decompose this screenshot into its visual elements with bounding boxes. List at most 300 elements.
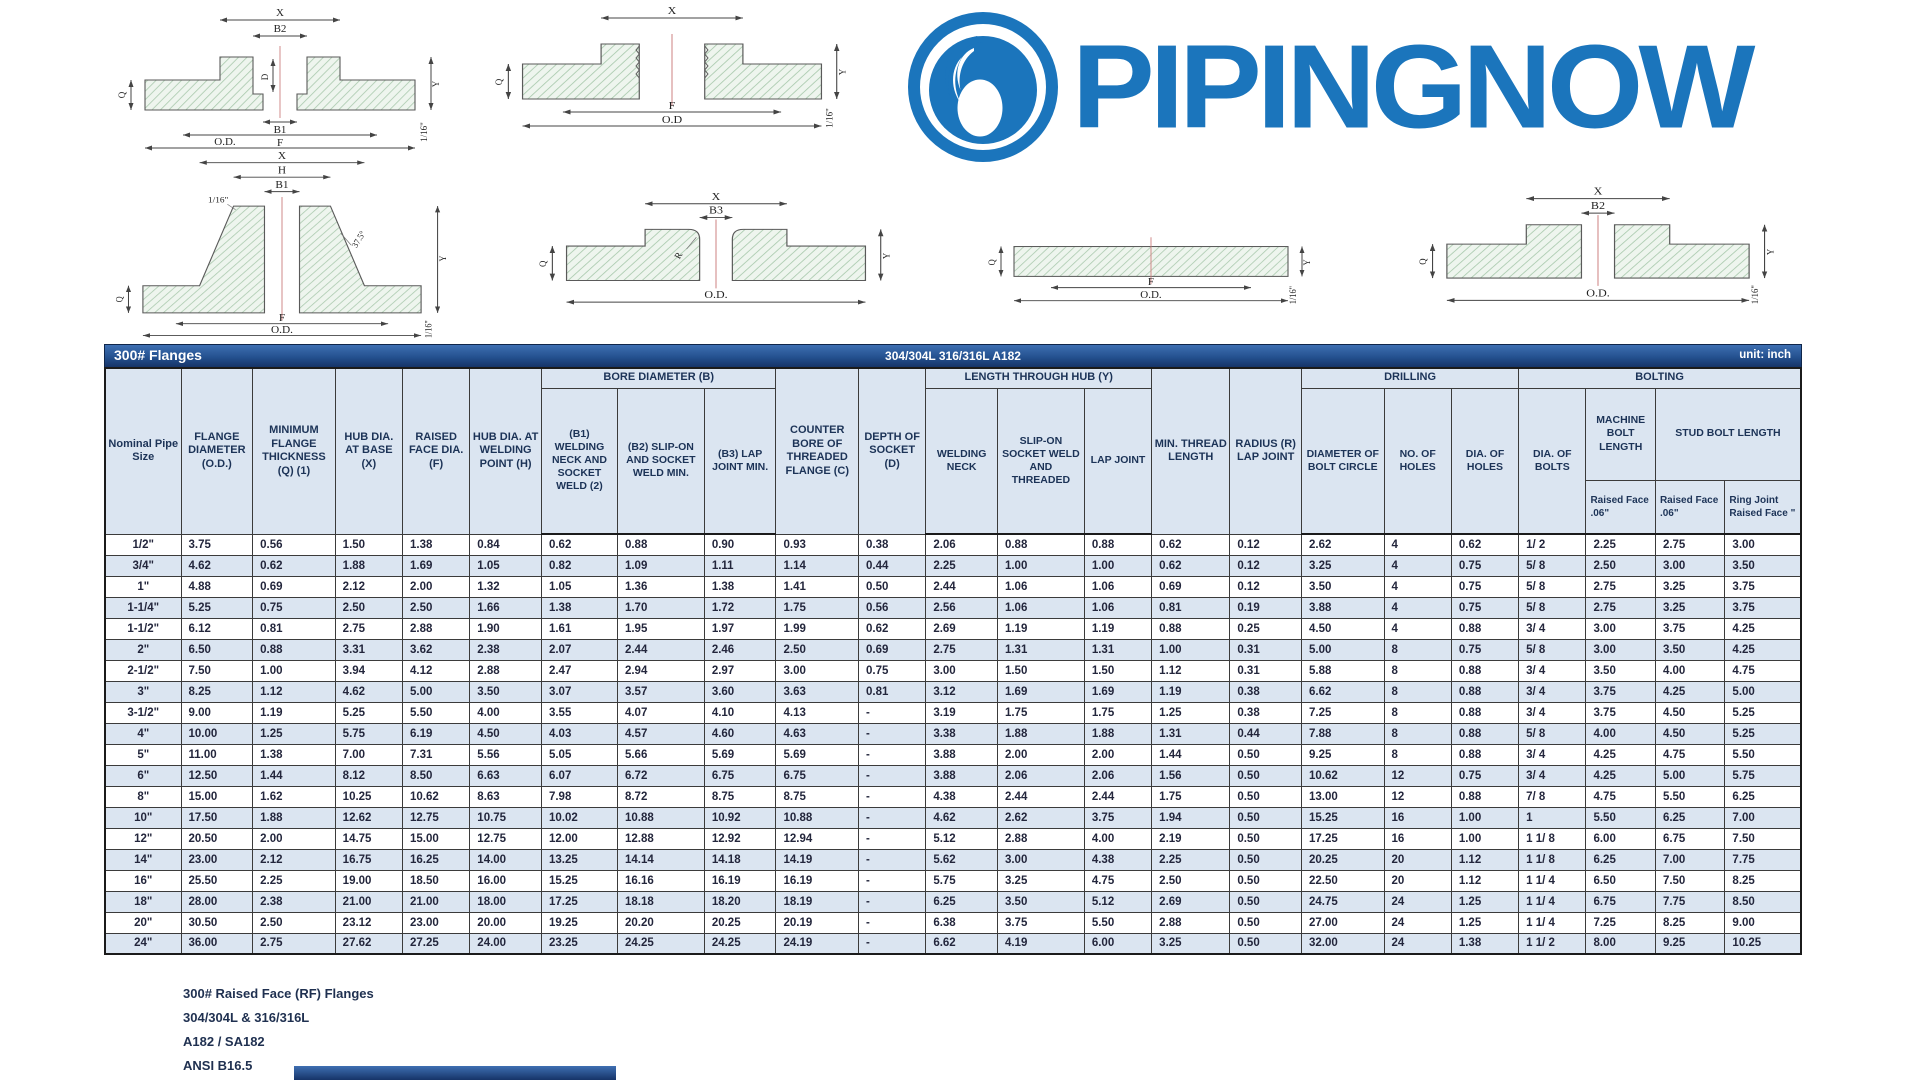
cell-value: 1.06 — [1084, 597, 1151, 618]
cell-value: 5.66 — [617, 744, 704, 765]
cell-value: 0.88 — [1451, 723, 1518, 744]
cell-value: 6.25 — [1655, 807, 1724, 828]
cell-value: 6.38 — [926, 912, 998, 933]
cell-value: 5/ 8 — [1519, 723, 1586, 744]
cell-value: 4.60 — [704, 723, 776, 744]
cell-value: 24 — [1384, 933, 1451, 954]
cell-value: 1.69 — [1084, 681, 1151, 702]
cell-value: 6.25 — [1586, 849, 1655, 870]
cell-value: 1.25 — [253, 723, 336, 744]
cell-value: 12.92 — [704, 828, 776, 849]
cell-value: 1.50 — [997, 660, 1084, 681]
cell-value: 2.50 — [253, 912, 336, 933]
cell-value: 17.50 — [181, 807, 253, 828]
cell-value: 24.25 — [617, 933, 704, 954]
cell-value: 4.75 — [1725, 660, 1801, 681]
col-header-bolt-circle: DIAMETER OF BOLT CIRCLE — [1302, 388, 1385, 534]
dim-label: F — [276, 137, 284, 149]
cell-value: 4.25 — [1725, 618, 1801, 639]
cell-value: 0.93 — [776, 534, 859, 555]
cell-value: - — [859, 723, 926, 744]
cell-value: 5.62 — [926, 849, 998, 870]
cell-value: 12 — [1384, 786, 1451, 807]
table-row — [105, 534, 1801, 555]
cell-value: 20.00 — [470, 912, 542, 933]
pipingnow-logo — [908, 12, 1750, 162]
cell-value: 16.00 — [470, 870, 542, 891]
cell-value: 3.12 — [926, 681, 998, 702]
cell-value: 24.75 — [1302, 891, 1385, 912]
cell-value: 3.25 — [1655, 576, 1724, 597]
col-header-slip-on: SLIP-ON SOCKET WELD AND THREADED — [997, 388, 1084, 534]
cell-value: 6.50 — [181, 639, 253, 660]
cell-value: 8.75 — [776, 786, 859, 807]
cell-value: 0.62 — [541, 534, 617, 555]
col-header-stud-bolt-length: STUD BOLT LENGTH — [1655, 388, 1801, 480]
cell-value: 14.75 — [335, 828, 402, 849]
cell-value: 9.25 — [1302, 744, 1385, 765]
cell-value: 2.50 — [1586, 555, 1655, 576]
cell-value: 1.14 — [776, 555, 859, 576]
dim-label: Q — [494, 78, 505, 86]
cell-value: 3.88 — [926, 744, 998, 765]
table-row — [105, 660, 1801, 681]
cell-value: 1.00 — [1451, 807, 1518, 828]
dim-label: F — [668, 100, 676, 112]
cell-value: 5.69 — [776, 744, 859, 765]
cell-value: 2.00 — [402, 576, 469, 597]
cell-value: 7.00 — [1725, 807, 1801, 828]
col-header-counter-bore: COUNTER BORE OF THREADED FLANGE (C) — [776, 368, 859, 534]
cell-value: 2.44 — [617, 639, 704, 660]
table-body — [105, 534, 1801, 954]
cell-value: 1.75 — [997, 702, 1084, 723]
col-header-dia-bolts: DIA. OF BOLTS — [1519, 388, 1586, 534]
cell-value: 14.19 — [776, 849, 859, 870]
cell-value: 10.88 — [617, 807, 704, 828]
cell-value: 16 — [1384, 807, 1451, 828]
cell-value: 0.50 — [1230, 765, 1302, 786]
cell-value: 1.44 — [1152, 744, 1230, 765]
cell-nominal-size: 5" — [105, 744, 181, 765]
cell-value: 24 — [1384, 891, 1451, 912]
cell-value: 4.62 — [926, 807, 998, 828]
table-row — [105, 555, 1801, 576]
cell-value: 2.19 — [1152, 828, 1230, 849]
cell-value: 5.56 — [470, 744, 542, 765]
cell-value: 0.88 — [1451, 660, 1518, 681]
cell-value: 1.25 — [1451, 912, 1518, 933]
drawing-lap-joint-flange — [536, 192, 896, 310]
cell-value: 0.31 — [1230, 660, 1302, 681]
cell-value: 7.75 — [1725, 849, 1801, 870]
cell-value: 32.00 — [1302, 933, 1385, 954]
cell-value: 15.00 — [181, 786, 253, 807]
cell-nominal-size: 20" — [105, 912, 181, 933]
cell-nominal-size: 2-1/2" — [105, 660, 181, 681]
col-header-hub-dia-welding: HUB DIA. AT WELDING POINT (H) — [470, 368, 542, 534]
cell-value: 4.19 — [997, 933, 1084, 954]
cell-value: 0.44 — [859, 555, 926, 576]
cell-value: 2.00 — [253, 828, 336, 849]
cell-value: 6.19 — [402, 723, 469, 744]
cell-value: - — [859, 870, 926, 891]
cell-value: 3.88 — [1302, 597, 1385, 618]
cell-value: 2.50 — [402, 597, 469, 618]
cell-value: 3/ 4 — [1519, 765, 1586, 786]
cell-value: 8 — [1384, 702, 1451, 723]
cell-value: 2.00 — [1084, 744, 1151, 765]
cell-value: 1.12 — [253, 681, 336, 702]
cell-value: 1.31 — [1084, 639, 1151, 660]
cell-value: 1 1/ 2 — [1519, 933, 1586, 954]
cell-value: 1.50 — [335, 534, 402, 555]
cell-value: 4 — [1384, 534, 1451, 555]
cell-value: 1.31 — [997, 639, 1084, 660]
group-header-bolting: BOLTING — [1519, 368, 1801, 388]
footer-line-flange-type: 300# Raised Face (RF) Flanges — [183, 986, 374, 1001]
cell-value: 7.50 — [1655, 870, 1724, 891]
cell-value: 0.50 — [1230, 912, 1302, 933]
dim-label: X — [276, 7, 284, 19]
cell-value: 20.19 — [776, 912, 859, 933]
dim-label: O.D. — [1586, 288, 1610, 300]
cell-value: 1.99 — [776, 618, 859, 639]
cell-value: 14.00 — [470, 849, 542, 870]
dim-label: 37.5° — [349, 229, 368, 250]
cell-value: 1.88 — [335, 555, 402, 576]
cell-value: 0.88 — [1084, 534, 1151, 555]
cell-value: 2.07 — [541, 639, 617, 660]
cell-value: 1.72 — [704, 597, 776, 618]
drawing-slip-on-flange — [1416, 186, 1780, 312]
table-row — [105, 576, 1801, 597]
cell-value: 4.75 — [1084, 870, 1151, 891]
cell-value: 10.75 — [470, 807, 542, 828]
table-row — [105, 870, 1801, 891]
cell-value: 1.19 — [1152, 681, 1230, 702]
cell-value: 5.75 — [1725, 765, 1801, 786]
cell-value: 5.50 — [402, 702, 469, 723]
cell-value: 4.00 — [470, 702, 542, 723]
cell-value: 5.00 — [402, 681, 469, 702]
dim-label: O.D. — [270, 325, 294, 336]
cell-value: 3.75 — [1586, 681, 1655, 702]
cell-value: 3.55 — [541, 702, 617, 723]
cell-value: 4.75 — [1586, 786, 1655, 807]
col-header-flange-diameter: FLANGE DIAMETER (O.D.) — [181, 368, 253, 534]
cell-value: 5.00 — [1655, 765, 1724, 786]
cell-value: 2.62 — [1302, 534, 1385, 555]
cell-value: 2.38 — [470, 639, 542, 660]
dim-label: 1/16" — [825, 108, 836, 128]
cell-value: 2.25 — [1586, 534, 1655, 555]
cell-value: 6.62 — [926, 933, 998, 954]
cell-value: 21.00 — [402, 891, 469, 912]
footer-notes — [183, 982, 374, 1078]
cell-value: 0.38 — [859, 534, 926, 555]
cell-value: 6.75 — [1586, 891, 1655, 912]
col-header-hub-dia-base: HUB DIA. AT BASE (X) — [335, 368, 402, 534]
cell-value: 2.44 — [997, 786, 1084, 807]
cell-value: 1.00 — [1084, 555, 1151, 576]
cell-value: 4.00 — [1586, 723, 1655, 744]
col-header-radius-lap-joint: RADIUS (R) LAP JOINT — [1230, 368, 1302, 534]
cell-value: 7.50 — [1725, 828, 1801, 849]
cell-value: 12.88 — [617, 828, 704, 849]
cell-value: 3.25 — [997, 870, 1084, 891]
cell-value: 0.88 — [1451, 744, 1518, 765]
cell-value: 3.00 — [1586, 639, 1655, 660]
cell-value: 8.75 — [704, 786, 776, 807]
cell-value: 16.75 — [335, 849, 402, 870]
cell-value: 1.88 — [997, 723, 1084, 744]
cell-value: 5/ 8 — [1519, 639, 1586, 660]
cell-value: 12.00 — [541, 828, 617, 849]
cell-value: 23.25 — [541, 933, 617, 954]
cell-value: 3.88 — [926, 765, 998, 786]
dim-label: B2 — [273, 23, 287, 35]
cell-value: 24 — [1384, 912, 1451, 933]
col-header-b2: (B2) SLIP-ON AND SOCKET WELD MIN. — [617, 388, 704, 534]
cell-value: 19.25 — [541, 912, 617, 933]
cell-value: - — [859, 933, 926, 954]
cell-value: 1 1/ 4 — [1519, 912, 1586, 933]
cell-value: 10.62 — [1302, 765, 1385, 786]
cell-nominal-size: 1" — [105, 576, 181, 597]
cell-value: 4 — [1384, 576, 1451, 597]
cell-value: 1.19 — [997, 618, 1084, 639]
cell-value: 5.75 — [335, 723, 402, 744]
cell-value: 1.06 — [997, 576, 1084, 597]
cell-value: 2.25 — [926, 555, 998, 576]
cell-value: 3.62 — [402, 639, 469, 660]
cell-value: 8.50 — [1725, 891, 1801, 912]
table-title: 300# Flanges — [114, 347, 202, 363]
cell-value: 3.38 — [926, 723, 998, 744]
cell-value: 4.88 — [181, 576, 253, 597]
cell-value: 4.07 — [617, 702, 704, 723]
cell-value: 27.25 — [402, 933, 469, 954]
cell-value: 0.90 — [704, 534, 776, 555]
dim-label: O.D. — [1140, 290, 1162, 301]
cell-value: 16.16 — [617, 870, 704, 891]
dim-label: O.D. — [704, 289, 728, 302]
cell-value: 9.00 — [1725, 912, 1801, 933]
cell-value: 30.50 — [181, 912, 253, 933]
cell-nominal-size: 1-1/4" — [105, 597, 181, 618]
cell-value: 4.50 — [470, 723, 542, 744]
cell-value: 4.62 — [181, 555, 253, 576]
drawing-weld-neck-flange — [112, 150, 452, 340]
cell-value: 3.75 — [997, 912, 1084, 933]
cell-nominal-size: 3/4" — [105, 555, 181, 576]
cell-value: 2.75 — [335, 618, 402, 639]
cell-value: 3.50 — [997, 891, 1084, 912]
cell-value: 1.38 — [1451, 933, 1518, 954]
cell-value: 8 — [1384, 681, 1451, 702]
cell-value: 12.62 — [335, 807, 402, 828]
cell-value: 2.75 — [926, 639, 998, 660]
cell-value: 21.00 — [335, 891, 402, 912]
cell-value: 16.19 — [704, 870, 776, 891]
cell-value: - — [859, 891, 926, 912]
table-unit-label: unit: inch — [1739, 349, 1791, 361]
dim-label: Y — [838, 68, 849, 76]
cell-value: 1.66 — [470, 597, 542, 618]
cell-value: 2.56 — [926, 597, 998, 618]
cell-value: 1.95 — [617, 618, 704, 639]
cell-nominal-size: 16" — [105, 870, 181, 891]
drawing-socket-weld-flange — [110, 2, 450, 152]
cell-value: 20.50 — [181, 828, 253, 849]
cell-value: 0.88 — [1451, 681, 1518, 702]
cell-value: 4.12 — [402, 660, 469, 681]
table-row — [105, 681, 1801, 702]
cell-value: 0.81 — [1152, 597, 1230, 618]
cell-value: 5.12 — [1084, 891, 1151, 912]
cell-value: 0.75 — [1451, 576, 1518, 597]
cell-value: 3.63 — [776, 681, 859, 702]
cell-value: 2.12 — [335, 576, 402, 597]
cell-value: 2.25 — [1152, 849, 1230, 870]
next-section-title-bar-partial — [294, 1066, 616, 1080]
cell-value: 7.00 — [335, 744, 402, 765]
cell-value: 18.20 — [704, 891, 776, 912]
cell-value: 14.18 — [704, 849, 776, 870]
cell-value: 0.62 — [1451, 534, 1518, 555]
cell-value: - — [859, 786, 926, 807]
cell-value: 6.62 — [1302, 681, 1385, 702]
cell-value: 13.00 — [1302, 786, 1385, 807]
cell-value: 5.00 — [1302, 639, 1385, 660]
cell-value: 3/ 4 — [1519, 681, 1586, 702]
cell-nominal-size: 3" — [105, 681, 181, 702]
col-header-b1: (B1) WELDING NECK AND SOCKET WELD (2) — [541, 388, 617, 534]
cell-value: 3/ 4 — [1519, 744, 1586, 765]
cell-value: 5.50 — [1586, 807, 1655, 828]
cell-value: 4.50 — [1655, 702, 1724, 723]
cell-value: 27.62 — [335, 933, 402, 954]
cell-value: 5.25 — [1725, 723, 1801, 744]
cell-value: 6.07 — [541, 765, 617, 786]
cell-value: 1.00 — [1152, 639, 1230, 660]
cell-value: 1.69 — [402, 555, 469, 576]
col-header-b3: (B3) LAP JOINT MIN. — [704, 388, 776, 534]
cell-value: 4.25 — [1725, 639, 1801, 660]
cell-value: 0.75 — [1451, 765, 1518, 786]
cell-value: 0.31 — [1230, 639, 1302, 660]
cell-value: 2.88 — [402, 618, 469, 639]
table-row — [105, 639, 1801, 660]
cell-value: 2.46 — [704, 639, 776, 660]
cell-value: 1 1/ 8 — [1519, 828, 1586, 849]
cell-value: 0.84 — [470, 534, 542, 555]
table-row — [105, 765, 1801, 786]
cell-value: 27.00 — [1302, 912, 1385, 933]
footer-line-material: 304/304L & 316/316L — [183, 1010, 310, 1026]
cell-value: 1.88 — [253, 807, 336, 828]
table-row — [105, 744, 1801, 765]
cell-value: 0.62 — [253, 555, 336, 576]
cell-value: 1.56 — [1152, 765, 1230, 786]
cell-value: 0.50 — [1230, 786, 1302, 807]
col-header-min-thickness: MINIMUM FLANGE THICKNESS (Q) (1) — [253, 368, 336, 534]
cell-value: 1.94 — [1152, 807, 1230, 828]
dim-label: 1/16" — [1287, 285, 1299, 305]
group-header-bore-diameter: BORE DIAMETER (B) — [541, 368, 776, 388]
cell-value: 1.09 — [617, 555, 704, 576]
group-header-length-through-hub: LENGTH THROUGH HUB (Y) — [926, 368, 1152, 388]
cell-value: 7.00 — [1655, 849, 1724, 870]
cell-value: 6.00 — [1084, 933, 1151, 954]
cell-value: 5.25 — [181, 597, 253, 618]
cell-value: 6.50 — [1586, 870, 1655, 891]
cell-value: 5.25 — [1725, 702, 1801, 723]
cell-value: 1.12 — [1152, 660, 1230, 681]
dim-label: Y — [1301, 259, 1313, 266]
cell-value: 1.88 — [1084, 723, 1151, 744]
cell-value: 0.75 — [253, 597, 336, 618]
cell-value: 3.00 — [1725, 534, 1801, 555]
col-header-depth-socket: DEPTH OF SOCKET (D) — [859, 368, 926, 534]
cell-value: 0.81 — [859, 681, 926, 702]
cell-value: 15.25 — [1302, 807, 1385, 828]
cell-value: 2.44 — [926, 576, 998, 597]
cell-value: 3.07 — [541, 681, 617, 702]
cell-value: 1.25 — [1152, 702, 1230, 723]
dim-label: Q — [538, 260, 549, 267]
cell-value: 3.75 — [181, 534, 253, 555]
cell-value: 3.75 — [1084, 807, 1151, 828]
cell-value: 6.63 — [470, 765, 542, 786]
cell-value: 24.00 — [470, 933, 542, 954]
cell-value: 7.31 — [402, 744, 469, 765]
cell-value: 4.38 — [1084, 849, 1151, 870]
cell-value: 8 — [1384, 723, 1451, 744]
cell-value: 3.00 — [997, 849, 1084, 870]
cell-value: 8 — [1384, 660, 1451, 681]
cell-value: 7.98 — [541, 786, 617, 807]
cell-value: 3.00 — [926, 660, 998, 681]
col-header-stud-raised-face: Raised Face .06" — [1655, 480, 1724, 534]
cell-value: 2.12 — [253, 849, 336, 870]
dim-label: D — [260, 73, 270, 81]
cell-value: 4.25 — [1586, 744, 1655, 765]
dim-label: Y — [431, 80, 441, 88]
cell-value: 2.00 — [997, 744, 1084, 765]
cell-value: 16.19 — [776, 870, 859, 891]
cell-value: 23.00 — [181, 849, 253, 870]
cell-value: 1 1/ 4 — [1519, 891, 1586, 912]
cell-value: 1.62 — [253, 786, 336, 807]
dim-label: B3 — [709, 205, 723, 217]
cell-value: 3.75 — [1586, 702, 1655, 723]
cell-value: 1.38 — [541, 597, 617, 618]
cell-nominal-size: 2" — [105, 639, 181, 660]
cell-value: 1 1/ 8 — [1519, 849, 1586, 870]
cell-value: 1.70 — [617, 597, 704, 618]
cell-value: 24.19 — [776, 933, 859, 954]
cell-value: 1.11 — [704, 555, 776, 576]
cell-value: 3.60 — [704, 681, 776, 702]
cell-value: 0.38 — [1230, 681, 1302, 702]
cell-nominal-size: 4" — [105, 723, 181, 744]
cell-value: 4.25 — [1655, 681, 1724, 702]
cell-value: 17.25 — [541, 891, 617, 912]
cell-value: 12.75 — [470, 828, 542, 849]
cell-value: 2.06 — [1084, 765, 1151, 786]
